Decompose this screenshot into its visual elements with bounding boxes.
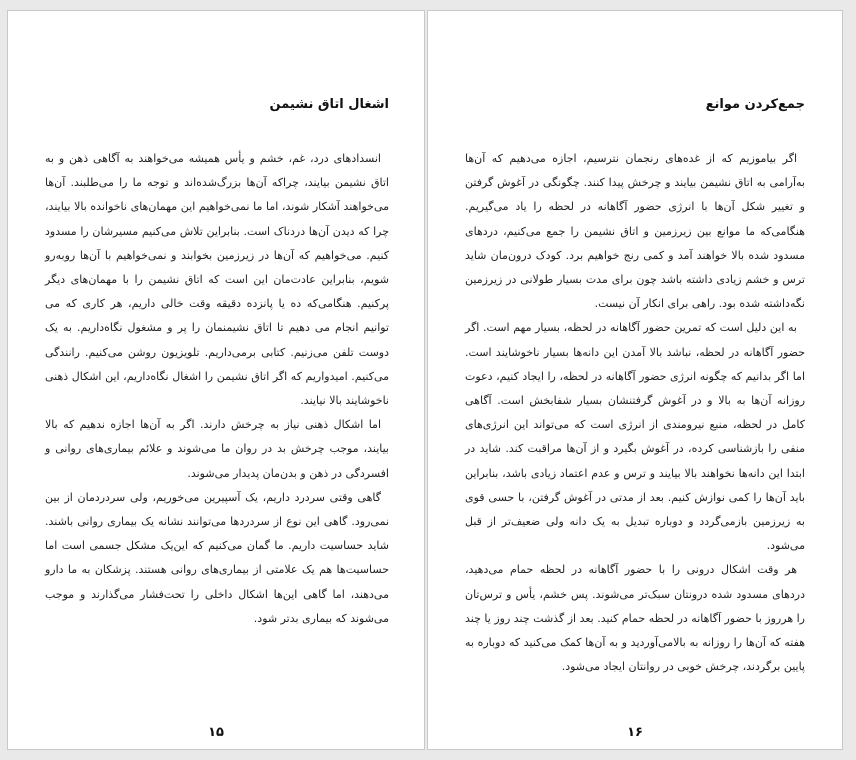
paragraph: انسدادهای درد، غم، خشم و یأس همیشه می‌خواهند به آگاهی ذهن و به اتاق نشیمن بیایند، چراکه آن‌ها بزرگ‌شده‌اند و توجه ما را می‌طلبند. آن‌ها می‌خواهند آشکار شوند، اما ما نمی‌خواهیم این مهمان‌های ناخوانده بالا بیایند، چرا که دیدن آن‌ها دردناک است. بنابراین تلاش می‌کنیم مسیرشان را مسدود کنیم. می‌خواهیم که آن‌ها در زیرزمین بخوابند و نمی‌خواهیم با آن‌ها روبه‌رو شویم، بنابراین عادت‌مان این است که اتاق نشیمن را با مهمان‌های دیگر پرکنیم. هنگامی‌که ده یا پانزده دقیقه وقت خالی داریم، هر کاری که می توانیم انجام می دهیم تا اتاق نشیمنمان را پر و مشغول نگاه‌داریم. به یک دوست تلفن می‌زنیم. کتابی برمی‌داریم. تلویزیون روشن می‌کنیم. رانندگی می‌کنیم. امیدواریم که اگر اتاق نشیمن را اشغال نگاه‌داریم، این اشکال ذهنی ناخوشایند بالا نیایند. [45,152,389,408]
page-title: اشغال اتاق نشیمن [269,97,389,112]
paragraph: به این دلیل است که تمرین حضور آگاهانه در لحظه، بسیار مهم است. اگر حضور آگاهانه در لحظه، نباشد بالا آمدن این دانه‌ها بسیار ناخوشایند است. اما اگر بدانیم که چگونه انرژی حضور آگاهانه در لحظه، را ایجاد کنیم، دعوت روزانه آن‌ها به بالا و در آغوش گرفتنشان بسیار شفابخش است. آگاهی کامل در لحظه، منبع نیرومندی از انرژی است که می‌تواند این انرژی‌های منفی را بازشناسی کرده، در آغوش بگیرد و از آن‌ها مراقبت کند. شاید در ابتدا این دانه‌ها نخواهند بالا بیایند و ترس و عدم اعتماد زیادی باشد، بنابراین باید آن‌ها را کمی نوازش کنیم. بعد از مدتی در آغوش گرفتن، با حسی قوی به زیرزمین بازمی‌گردد و دوباره تبدیل به یک دانه ولی ضعیف‌تر از قبل می‌شود. [465,321,805,553]
page-number: ۱۶ [627,725,643,740]
paragraph: اگر بیاموزیم که از غده‌های رنجمان نترسیم، اجازه می‌دهیم که آن‌ها به‌آرامی به اتاق نشیمن بیایند و چرخش پیدا کنند. چگونگی در آغوش گرفتن و تغییر شکل آن‌ها با انرژی حضور آگاهانه در لحظه را یاد می‌گیریم. هنگامی‌که ما موانع بین زیرزمین و اتاق نشیمن را جمع می‌کنیم، دردهای مسدود شده بالا خواهند آمد و کمی رنج خواهیم برد. کودک درون‌مان شاید ترس و خشم زیادی داشته باشد چون برای مدت بسیار طولانی در زیرزمین نگه‌داشته شده بود. راهی برای انکار آن نیست. [465,152,805,311]
page-body [465,147,805,679]
paragraph: گاهی وقتی سردرد داریم، یک آسپیرین می‌خوریم، ولی سردردمان از بین نمی‌رود. گاهی این نوع از سردردها می‌توانند نشانه یک بیماری روانی باشند. شاید حساسیت داریم. ما گمان می‌کنیم که این‌یک مشکل جسمی است اما حساسیت‌ها هم یک علامتی از بیماری‌های روانی هستند. پزشکان به ما دارو می‌دهند، اما گاهی این‌ها اشکال داخلی را تحت‌فشار می‌گذارند و موجب می‌شوند که بیماری بدتر شود. [45,490,389,625]
left-page [7,10,425,750]
page-number: ۱۵ [208,725,224,740]
paragraph: اما اشکال ذهنی نیاز به چرخش دارند. اگر به آن‌ها اجازه ندهیم که بالا بیایند، موجب چرخش بد در روان ما می‌شوند و علائم بیماری‌های روانی و افسردگی در ذهن و بدن‌مان پدیدار می‌شوند. [45,418,389,480]
paragraph: هر وقت اشکال درونی را با حضور آگاهانه در لحظه حمام می‌دهید، دردهای مسدود شده درونتان سبک‌تر می‌شوند. پس خشم، یأس و ترس‌تان را هرروز با حضور آگاهانه در لحظه حمام کنید. بعد از گذشت چند روز یا چند هفته که آن‌ها را روزانه به بالامی‌آوردید و به آن‌ها کمک می‌کنید که دوباره به پایین برگردند، چرخش خوبی در روانتان ایجاد می‌شود. [465,563,805,674]
page-title: جمع‌کردن موانع [705,97,805,112]
page-body [45,147,389,631]
right-page [427,10,843,750]
